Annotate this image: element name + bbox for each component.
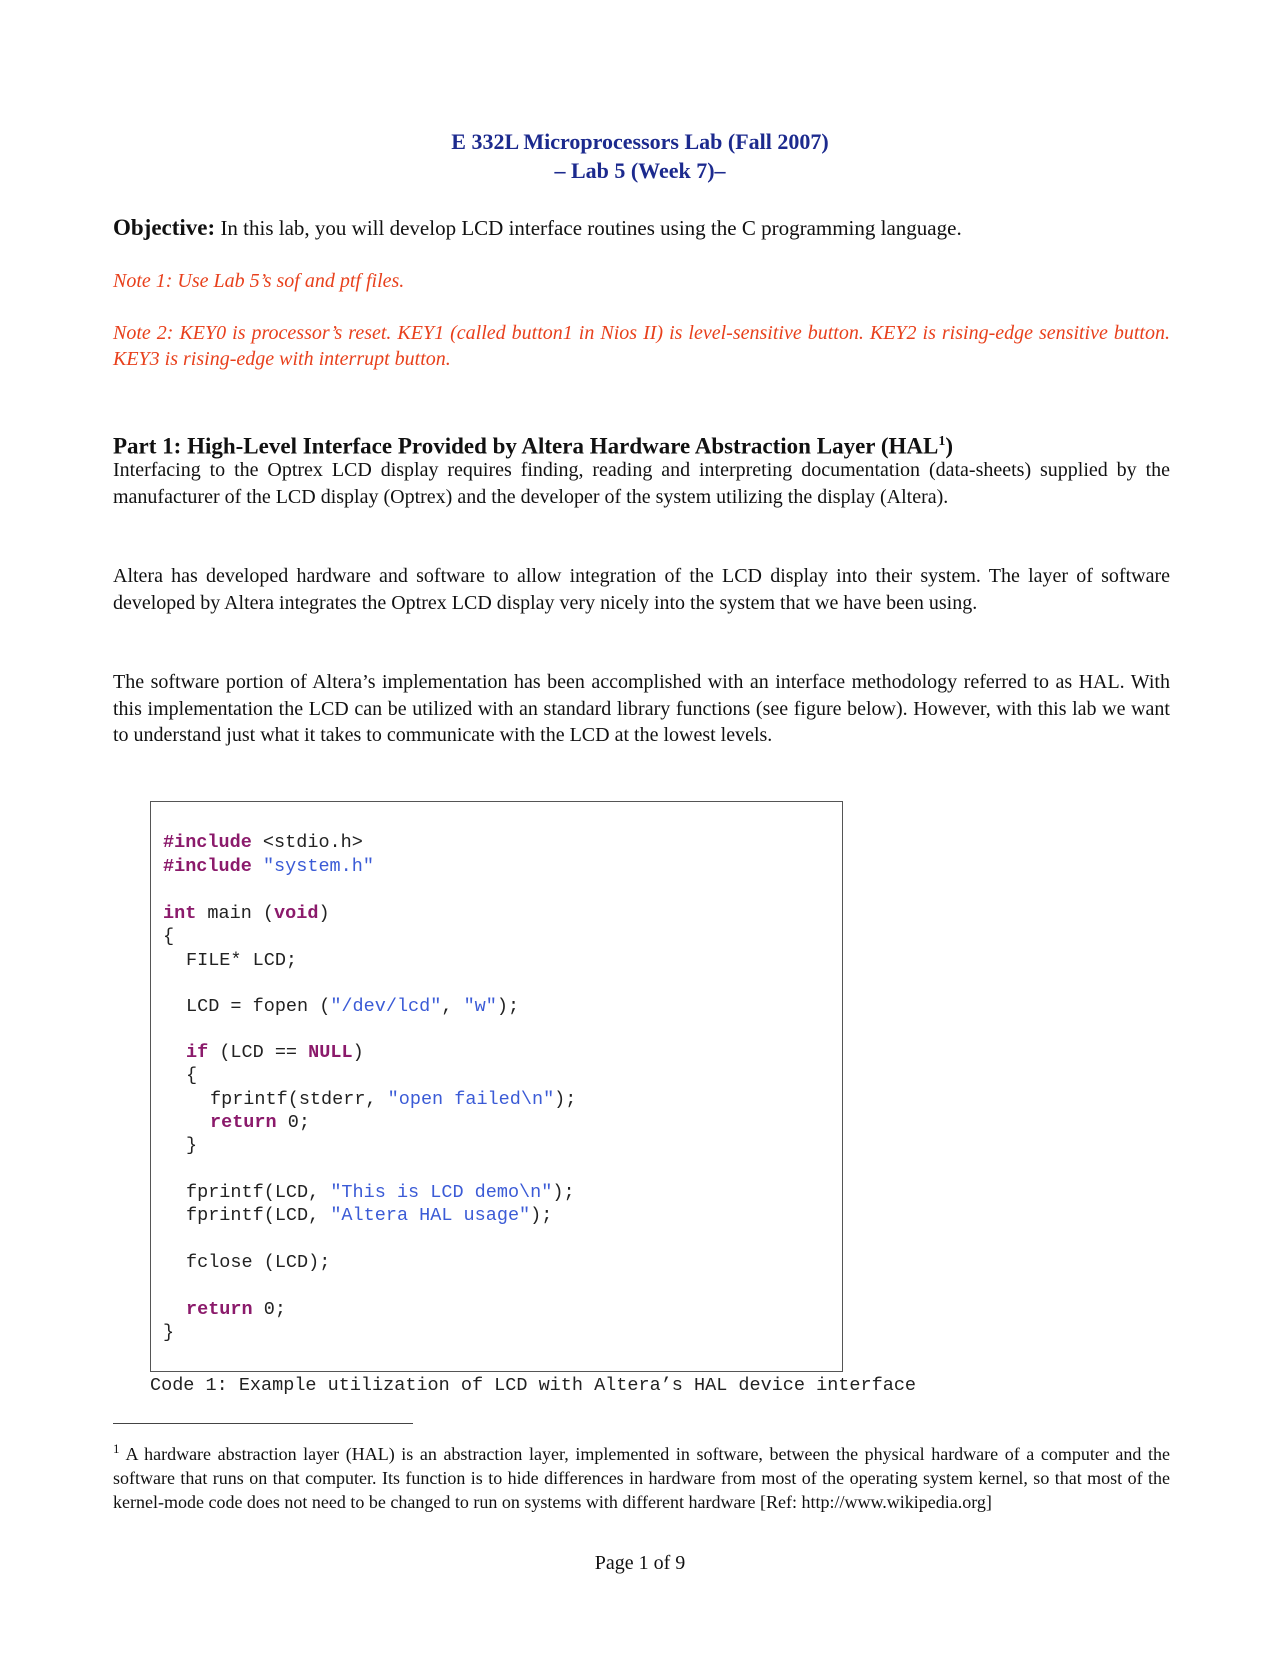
- page-number: Page 1 of 9: [594, 1552, 686, 1574]
- code-text: (LCD ==: [208, 1042, 309, 1063]
- code-text: );: [554, 1089, 577, 1110]
- code-string: "Altera HAL usage": [330, 1205, 531, 1226]
- document-title-line-2: – Lab 5 (Week 7)–: [554, 158, 726, 183]
- objective-label: Objective:: [113, 215, 216, 240]
- document-title-line-1: E 332L Microprocessors Lab (Fall 2007): [451, 129, 829, 154]
- code-text: fprintf(LCD,: [186, 1205, 331, 1226]
- code-line: fclose (LCD);: [186, 1252, 331, 1273]
- code-string: "/dev/lcd": [330, 996, 442, 1017]
- code-keyword: return: [186, 1299, 253, 1320]
- code-text: );: [530, 1205, 553, 1226]
- code-line: [186, 1042, 364, 1064]
- part1-heading: [113, 428, 1173, 461]
- code-line: [163, 903, 330, 925]
- code-text: 0;: [276, 1112, 310, 1133]
- footnote-mark: 1: [113, 1441, 120, 1456]
- part1-paragraph-1: Interfacing to the Optrex LCD display requires finding, reading and interpreting documentation (data-sheets) supplied by the manufacturer of the LCD display (Optrex) and the developer of the system utilizing the display (Altera).: [113, 459, 1170, 508]
- code-string: "open failed\n": [387, 1089, 555, 1110]
- code-text: );: [496, 996, 520, 1017]
- code-keyword: void: [274, 903, 319, 924]
- footnote-ref: 1: [938, 434, 946, 449]
- note-1: Note 1: Use Lab 5’s sof and ptf files.: [113, 270, 405, 292]
- code-line: [210, 1112, 310, 1134]
- code-keyword: int: [163, 903, 197, 924]
- code-text: ,: [441, 996, 464, 1017]
- code-string: "w": [463, 996, 497, 1017]
- code-line: [210, 1089, 576, 1111]
- code-keyword: #include: [163, 832, 252, 853]
- part1-paragraph-2: Altera has developed hardware and software to allow integration of the LCD display into their system. The layer of software developed by Altera integrates the Optrex LCD display very nicely into the system that we have been using.: [113, 565, 1170, 614]
- code-text: ): [352, 1042, 364, 1063]
- code-keyword: NULL: [308, 1042, 353, 1063]
- part1-paragraph-3: The software portion of Altera’s implementation has been accomplished with an interface methodology referred to as HAL. With this implementation the LCD can be utilized with an standard library functions (see figure below). However, with this lab we want to understand just what it takes to communicate with the LCD at the lowest levels.: [113, 671, 1170, 746]
- note-2: Note 2: KEY0 is processor’s reset. KEY1 (called button1 in Nios II) is level-sensitive button. KEY2 is rising-edge sensitive button. KEY3 is rising-edge with interrupt button.: [113, 322, 1170, 370]
- code-line: [186, 1299, 286, 1321]
- code-line: FILE* LCD;: [186, 950, 298, 971]
- code-line: [163, 856, 374, 878]
- code-text: fprintf(stderr,: [210, 1089, 388, 1110]
- code-line: [186, 1182, 575, 1204]
- code-text: 0;: [252, 1299, 286, 1320]
- part1-heading-end: ): [945, 433, 953, 459]
- code-line: [186, 1205, 552, 1227]
- code-line: {: [186, 1065, 198, 1086]
- footnote-divider: [113, 1423, 413, 1424]
- code-line: [186, 996, 519, 1018]
- code-line: {: [163, 926, 175, 947]
- code-string: "This is LCD demo\n": [330, 1182, 553, 1203]
- code-text: main (: [196, 903, 275, 924]
- code-text: <stdio.h>: [251, 832, 363, 853]
- code-text: );: [552, 1182, 575, 1203]
- code-text: LCD = fopen (: [186, 996, 331, 1017]
- code-keyword: return: [210, 1112, 277, 1133]
- code-string: "system.h": [262, 856, 374, 877]
- code-text: ): [318, 903, 330, 924]
- code-line: [163, 832, 363, 854]
- footnote-text: A hardware abstraction layer (HAL) is an abstraction layer, implemented in software, between the physical hardware of a computer and the software that runs on that computer. Its function is to hide differences in hardware from most of the operating system kernel, so that most of the kernel-mode code does not need to be changed to run on systems with different hardware [Ref: http://www.wikipedia.org]: [113, 1444, 1170, 1512]
- code-keyword: if: [186, 1042, 209, 1063]
- part1-heading-text: Part 1: High-Level Interface Provided by Altera Hardware Abstraction Layer (HAL: [113, 433, 939, 459]
- code-listing: [150, 801, 843, 1372]
- code-caption: Code 1: Example utilization of LCD with Altera’s HAL device interface: [150, 1375, 917, 1396]
- objective-text: In this lab, you will develop LCD interface routines using the C programming language.: [220, 216, 962, 240]
- code-keyword: #include: [163, 856, 252, 877]
- code-text: fprintf(LCD,: [186, 1182, 331, 1203]
- code-line: }: [186, 1135, 198, 1156]
- code-line: }: [163, 1322, 175, 1343]
- footnote: [113, 1437, 1170, 1514]
- objective: [113, 214, 1173, 242]
